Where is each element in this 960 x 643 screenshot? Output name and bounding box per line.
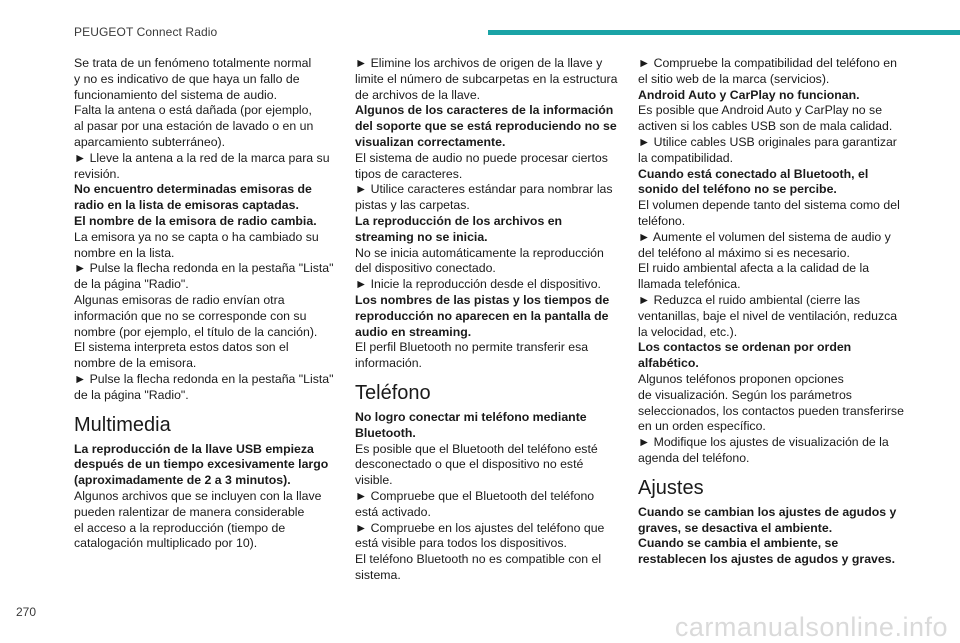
instruction: ► Utilice cables USB originales para garantizar la compatibilidad. — [638, 134, 897, 165]
paragraph: Algunos teléfonos proponen opciones de visualización. Según los parámetros seleccionados, los contactos pueden transferirse en un orden específico. — [638, 371, 904, 434]
question-heading: La reproducción de la llave USB empieza después de un tiempo excesivamente largo (aproximadamente de 2 a 3 minutos). — [74, 441, 329, 488]
running-header-title: PEUGEOT Connect Radio — [74, 25, 218, 39]
question-heading: Cuando se cambia el ambiente, se restablecen los ajustes de agudos y graves. — [638, 536, 895, 567]
paragraph: La emisora ya no se capta o ha cambiado su nombre en la lista. — [74, 229, 319, 260]
column-left — [74, 56, 342, 552]
paragraph: No se inicia automáticamente la reproducción del dispositivo conectado. — [355, 245, 604, 276]
instruction: ► Utilice caracteres estándar para nombrar las pistas y las carpetas. — [355, 182, 613, 213]
question-heading: La reproducción de los archivos en streaming no se inicia. — [355, 213, 563, 244]
instruction: ► Elimine los archivos de origen de la llave y limite el número de subcarpetas en la estructura de archivos de la llave. — [355, 56, 618, 102]
instruction: ► Aumente el volumen del sistema de audio y del teléfono al máximo si es necesario. — [638, 229, 891, 260]
question-heading: No logro conectar mi teléfono mediante Bluetooth. — [355, 409, 587, 440]
question-heading: El nombre de la emisora de radio cambia. — [74, 213, 317, 228]
column-right — [638, 56, 906, 568]
question-heading: Algunos de los caracteres de la información del soporte que se está reproduciendo no se visualizan correctamente. — [355, 103, 617, 149]
instruction: ► Compruebe en los ajustes del teléfono que está visible para todos los dispositivos. — [355, 520, 605, 551]
paragraph: El ruido ambiental afecta a la calidad de la llamada telefónica. — [638, 261, 870, 292]
paragraph: Es posible que Android Auto y CarPlay no se activen si los cables USB son de mala calidad. — [638, 103, 893, 134]
instruction: ► Pulse la flecha redonda en la pestaña "Lista" de la página "Radio". — [74, 261, 334, 292]
paragraph: Se trata de un fenómeno totalmente normal y no es indicativo de que haya un fallo de funcionamiento del sistema de audio. — [74, 56, 312, 102]
question-heading: Los contactos se ordenan por orden alfabético. — [638, 340, 852, 371]
paragraph: El sistema de audio no puede procesar ciertos tipos de caracteres. — [355, 150, 608, 181]
question-heading: Cuando se cambian los ajustes de agudos y graves, se desactiva el ambiente. — [638, 504, 897, 535]
section-heading-telefono: Teléfono — [355, 381, 431, 404]
paragraph: El perfil Bluetooth no permite transferir esa información. — [355, 340, 589, 371]
page-number: 270 — [16, 605, 37, 619]
paragraph: Falta la antena o está dañada (por ejemplo, al pasar por una estación de lavado o en un aparcamiento subterráneo). — [74, 103, 314, 149]
site-watermark: carmanualsonline.info — [674, 612, 948, 642]
question-heading: Android Auto y CarPlay no funcionan. — [638, 87, 860, 102]
instruction: ► Pulse la flecha redonda en la pestaña "Lista" de la página "Radio". — [74, 371, 334, 402]
paragraph: El volumen depende tanto del sistema como del teléfono. — [638, 198, 900, 228]
paragraph: Es posible que el Bluetooth del teléfono esté desconectado o que el dispositivo no esté visible. — [355, 441, 598, 488]
paragraph: El sistema interpreta estos datos son el nombre de la emisora. — [74, 340, 289, 371]
column-middle — [355, 56, 623, 584]
instruction: ► Compruebe que el Bluetooth del teléfono está activado. — [355, 488, 595, 519]
paragraph: El teléfono Bluetooth no es compatible con el sistema. — [355, 552, 602, 582]
instruction: ► Lleve la antena a la red de la marca para su revisión. — [74, 150, 330, 181]
instruction: ► Compruebe la compatibilidad del teléfono en el sitio web de la marca (servicios). — [638, 56, 897, 86]
paragraph: Algunos archivos que se incluyen con la llave pueden ralentizar de manera considerable el acceso a la reproducción (tiempo de catalogación multiplicado por 10). — [74, 488, 322, 551]
instruction: ► Inicie la reproducción desde el dispositivo. — [355, 277, 601, 292]
section-heading-multimedia: Multimedia — [74, 413, 171, 436]
instruction: ► Modifique los ajustes de visualización de la agenda del teléfono. — [638, 435, 889, 465]
header-accent-bar — [488, 30, 960, 35]
instruction: ► Reduzca el ruido ambiental (cierre las ventanillas, baje el nivel de ventilación, reduzca la velocidad, etc.). — [638, 292, 898, 339]
question-heading: No encuentro determinadas emisoras de radio en la lista de emisoras captadas. — [74, 182, 312, 213]
question-heading: Los nombres de las pistas y los tiempos de reproducción no aparecen en la pantalla de audio en streaming. — [355, 292, 610, 339]
section-heading-ajustes: Ajustes — [638, 476, 704, 499]
paragraph: Algunas emisoras de radio envían otra información que no se corresponde con su nombre (por ejemplo, el título de la canción). — [74, 292, 318, 339]
question-heading: Cuando está conectado al Bluetooth, el sonido del teléfono no se percibe. — [638, 166, 869, 197]
